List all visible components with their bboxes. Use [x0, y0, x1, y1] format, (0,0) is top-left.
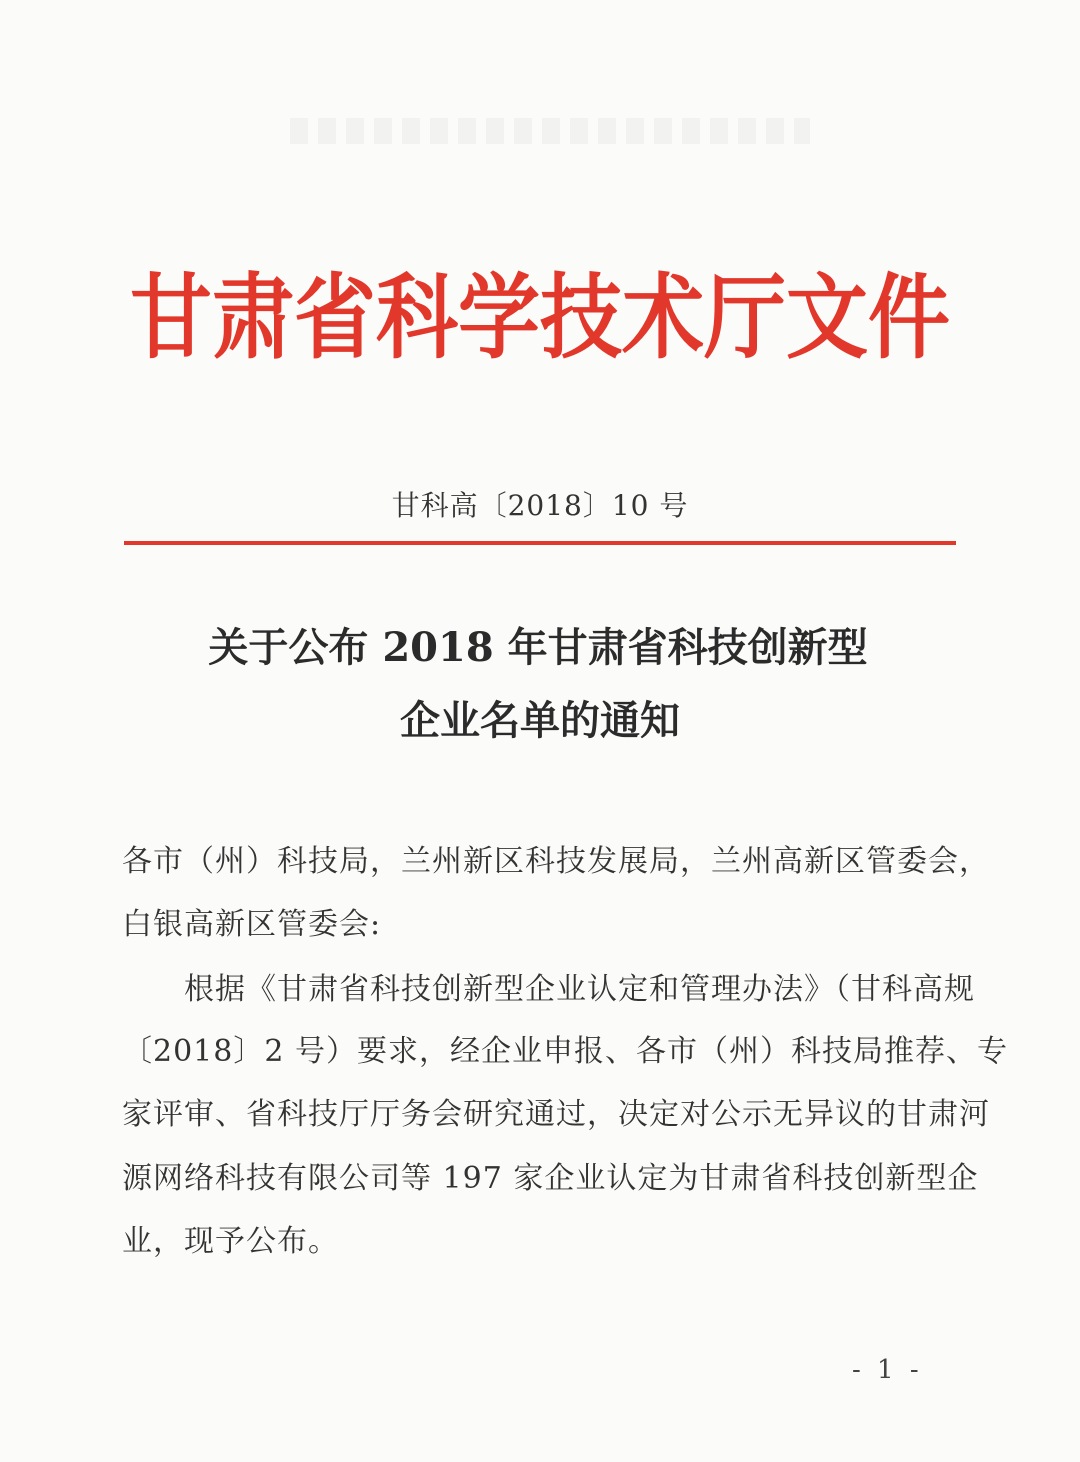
- page-number: - 1 -: [852, 1355, 923, 1385]
- notice-title-line-2: 企业名单的通知: [400, 697, 680, 744]
- red-divider-line: [124, 541, 956, 545]
- body-text-line: 根据《甘肃省科技创新型企业认定和管理办法》（甘科高规: [184, 972, 975, 1007]
- body-text-line: 业，现予公布。: [122, 1224, 339, 1259]
- document-masthead: 甘肃省科学技术厅文件: [129, 264, 950, 372]
- body-text-line: 家评审、省科技厅厅务会研究通过，决定对公示无异议的甘肃河: [122, 1097, 990, 1132]
- bleed-through-texture: [290, 118, 810, 144]
- body-text-line: 〔2018〕2 号）要求，经企业申报、各市（州）科技局推荐、专: [122, 1034, 1008, 1069]
- body-text-line: 源网络科技有限公司等 197 家企业认定为甘肃省科技创新型企: [122, 1161, 979, 1196]
- document-number: 甘科高〔2018〕10 号: [391, 489, 689, 522]
- notice-title-line-1: 关于公布 2018 年甘肃省科技创新型: [208, 624, 868, 671]
- body-text-line: 各市（州）科技局，兰州新区科技发展局，兰州高新区管委会，: [122, 844, 990, 879]
- body-text-line: 白银高新区管委会:: [122, 907, 382, 942]
